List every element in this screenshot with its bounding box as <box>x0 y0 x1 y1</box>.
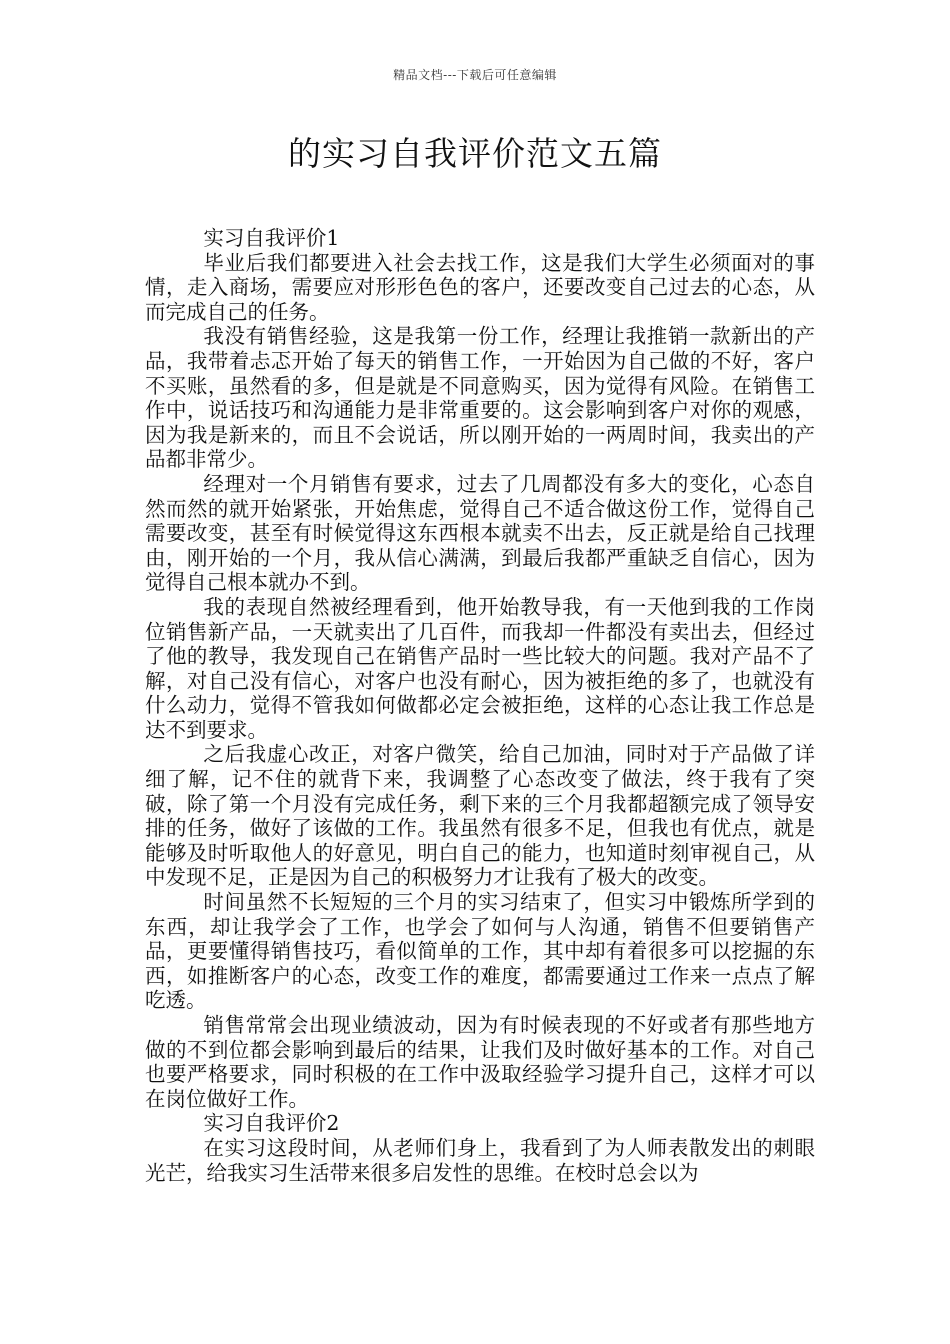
paragraph: 经理对一个月销售有要求，过去了几周都没有多大的变化，心态自然而然的就开始紧张，开始焦虑，觉得自己不适合做这份工作，觉得自己需要改变，甚至有时候觉得这东西根本就卖不出去，反正就是给自己找理由，刚开始的一个月，我从信心满满，到最后我都严重缺乏自信心，因为觉得自己根本就办不到。 <box>145 471 815 595</box>
document-body <box>145 226 815 1185</box>
paragraph: 我没有销售经验，这是我第一份工作，经理让我推销一款新出的产品，我带着忐忑开始了每天的销售工作，一开始因为自己做的不好，客户不买账，虽然看的多，但是就是不同意购买，因为觉得有风险。在销售工作中，说话技巧和沟通能力是非常重要的。这会影响到客户对你的观感，因为我是新来的，而且不会说话，所以刚开始的一两周时间，我卖出的产品都非常少。 <box>145 324 815 472</box>
paragraph: 销售常常会出现业绩波动，因为有时候表现的不好或者有那些地方做的不到位都会影响到最后的结果，让我们及时做好基本的工作。对自己也要严格要求，同时积极的在工作中汲取经验学习提升自己，这样才可以在岗位做好工作。 <box>145 1013 815 1111</box>
paragraph: 我的表现自然被经理看到，他开始教导我，有一天他到我的工作岗位销售新产品，一天就卖出了几百件，而我却一件都没有卖出去，但经过了他的教导，我发现自己在销售产品时一些比较大的问题。我对产品不了解，对自己没有信心，对客户也没有耐心，因为被拒绝的多了，也就没有什么动力，觉得不管我如何做都必定会被拒绝，这样的心态让我工作总是达不到要求。 <box>145 594 815 742</box>
paragraph: 时间虽然不长短短的三个月的实习结束了，但实习中锻炼所学到的东西，却让我学会了工作，也学会了如何与人沟通，销售不但要销售产品，更要懂得销售技巧，看似简单的工作，其中却有着很多可以挖掘的东西，如推断客户的心态，改变工作的难度，都需要通过工作来一点点了解吃透。 <box>145 890 815 1013</box>
header-note: 精品文档---下载后可任意编辑 <box>393 68 557 82</box>
paragraph: 毕业后我们都要进入社会去找工作，这是我们大学生必须面对的事情，走入商场，需要应对形形色色的客户，还要改变自己过去的心态，从而完成自己的任务。 <box>145 250 815 324</box>
document-title: 的实习自我评价范文五篇 <box>288 134 662 173</box>
section-heading: 实习自我评价2 <box>203 1111 340 1136</box>
paragraph: 之后我虚心改正，对客户微笑，给自己加油，同时对于产品做了详细了解，记不住的就背下来，我调整了心态改变了做法，终于我有了突破，除了第一个月没有完成任务，剩下来的三个月我都超额完成了领导安排的任务，做好了该做的工作。我虽然有很多不足，但我也有优点，就是能够及时听取他人的好意见，明白自己的能力，也知道时刻审视自己，从中发现不足，正是因为自己的积极努力才让我有了极大的改变。 <box>145 742 815 890</box>
section-heading: 实习自我评价1 <box>203 226 340 250</box>
paragraph: 在实习这段时间，从老师们身上，我看到了为人师表散发出的刺眼光芒，给我实习生活带来很多启发性的思维。在校时总会以为 <box>145 1135 815 1185</box>
